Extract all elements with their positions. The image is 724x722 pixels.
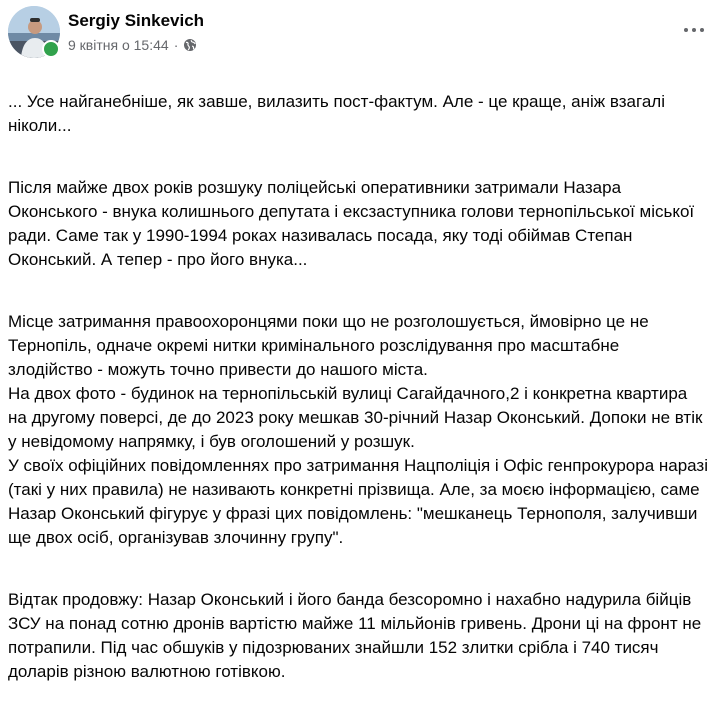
post-timestamp[interactable]: 9 квітня о 15:44 <box>68 37 169 53</box>
online-status-indicator <box>42 40 60 58</box>
post-paragraph: ... Усе найганебніше, як завше, вилазить пост-фактум. Але - це краще, аніж взагалі ніколи... <box>8 92 665 135</box>
post-header <box>0 0 724 62</box>
meta-separator: · <box>173 37 179 53</box>
globe-icon[interactable] <box>183 38 197 52</box>
author-name[interactable]: Sergiy Sinkevich <box>68 11 205 30</box>
more-horizontal-icon <box>692 28 696 32</box>
post-paragraph: Після майже двох років розшуку поліцейські оперативники затримали Назара Оконського - внука колишнього депутата і ексзаступника голови тернопільської міської ради. Саме так у 1990-1994 роках називалась посада, яку тоді обіймав Степан Оконський. А тепер - про його внука... <box>8 178 695 269</box>
more-horizontal-icon <box>684 28 688 32</box>
post-body <box>8 66 708 722</box>
post-paragraph: Відтак продовжу: Назар Оконський і його банда безсоромно і нахабно надурила бійців ЗСУ на понад сотню дронів вартістю майже 11 мільйонів гривень. Дрони ці на фронт не потрапили. Під час обшуків у підозрюваних знайшли 152 злитки срібла і 740 тисяч доларів різною валютною готівкою. <box>8 590 702 681</box>
more-options-button[interactable] <box>680 16 708 44</box>
post-meta <box>68 36 197 54</box>
more-horizontal-icon <box>700 28 704 32</box>
post-paragraph: Місце затримання правоохоронцями поки що не розголошується, ймовірно це не Тернопіль, одначе окремі нитки кримінального розслідування про масштабне злодійство - можуть точно привести до нашого міста. На двох фото - будинок на тернопільській вулиці Сагайдачного,2 і конкретна квартира на другому поверсі, де до 2023 року мешкав 30-річний Назар Оконський. Допоки не втік у невідомому напрямку, і був оголошений у розшук. У своїх офіційних повідомленнях про затримання Нацполіція і Офіс генпрокурора наразі (такі у них правила) не називають конкретні прізвища. Але, за моєю інформацією, саме Назар Оконський фігурує у фразі цих повідомлень: "мешканець Тернополя, залучивши ще двох осіб, організував злочинну групу". <box>8 312 709 547</box>
